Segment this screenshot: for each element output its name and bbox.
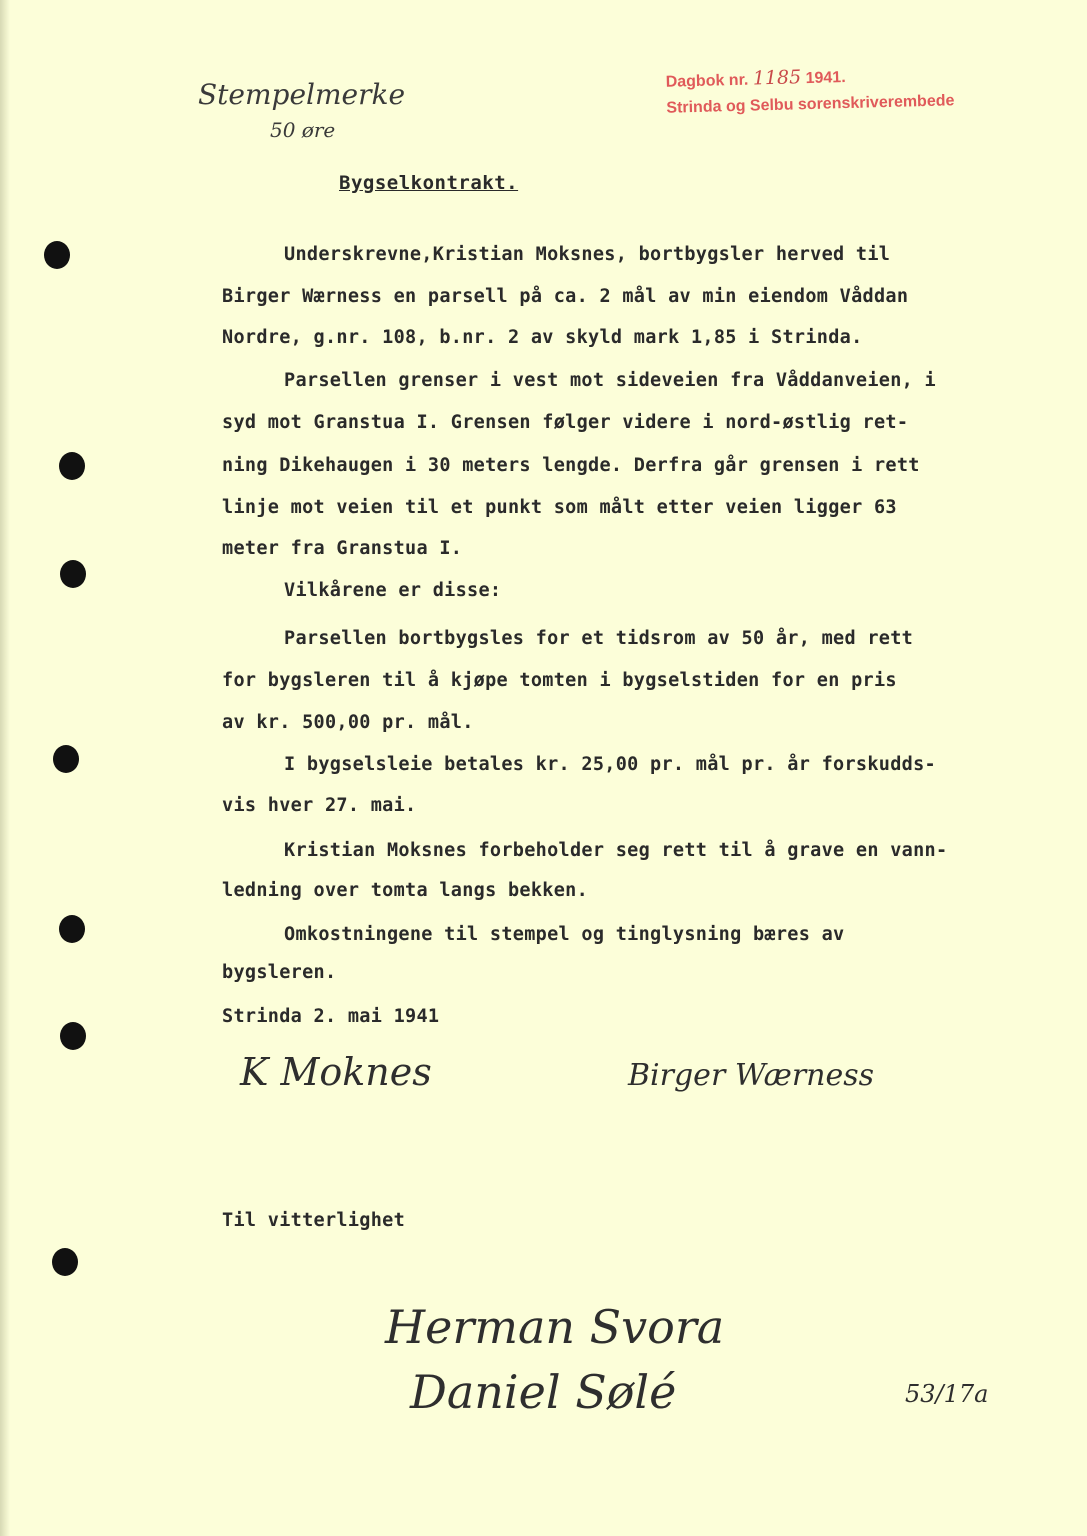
registry-year: 1941.: [805, 69, 846, 88]
registry-stamp: [665, 60, 954, 122]
punch-hole: [60, 1022, 86, 1050]
text-line: Parsellen bortbygsles for et tidsrom av 50 år, med rett: [284, 628, 914, 649]
punch-hole: [52, 1248, 78, 1276]
text-line: Parsellen grenser i vest mot sideveien fra Våddanveien, i: [284, 370, 936, 391]
text-line: bygsleren.: [222, 962, 337, 983]
document-title: Bygselkontrakt.: [339, 172, 519, 194]
stamp-note-word: Stempelmerke: [198, 78, 406, 111]
registry-stamp-prefix: Dagbok nr.: [665, 71, 749, 91]
text-line: Omkostningene til stempel og tinglysning bæres av: [284, 924, 845, 945]
signature-witness-1: Herman Svora: [385, 1300, 725, 1354]
page-edge-shadow: [0, 0, 10, 1536]
text-line: Nordre, g.nr. 108, b.nr. 2 av skyld mark 1,85 i Strinda.: [222, 327, 863, 348]
signature-birger-waerness: Birger Wærness: [628, 1058, 875, 1093]
text-line: ledning over tomta langs bekken.: [222, 880, 589, 901]
text-line: for bygsleren til å kjøpe tomten i bygselstiden for en pris: [222, 670, 897, 691]
text-line: syd mot Granstua I. Grensen følger videre i nord-østlig ret-: [222, 412, 909, 433]
witness-label: Til vitterlighet: [222, 1210, 406, 1231]
signature-witness-2: Daniel Sølé: [410, 1365, 677, 1419]
place-date-line: Strinda 2. mai 1941: [222, 1006, 440, 1027]
punch-hole: [60, 560, 86, 588]
text-line: Birger Wærness en parsell på ca. 2 mål av min eiendom Våddan: [222, 286, 909, 307]
text-line: vis hver 27. mai.: [222, 795, 417, 816]
punch-hole: [59, 452, 85, 480]
text-line: I bygselsleie betales kr. 25,00 pr. mål pr. år forskudds-: [284, 754, 936, 775]
text-line: meter fra Granstua I.: [222, 538, 463, 559]
signature-kristian-moksnes: K Moknes: [240, 1050, 432, 1094]
text-line: Kristian Moksnes forbeholder seg rett til å grave en vann-: [284, 840, 948, 861]
archive-mark: 53/17a: [905, 1380, 989, 1408]
text-line: linje mot veien til et punkt som målt etter veien ligger 63: [222, 497, 897, 518]
punch-hole: [44, 241, 70, 269]
punch-hole: [59, 915, 85, 943]
text-line: ning Dikehaugen i 30 meters lengde. Derfra går grensen i rett: [222, 455, 920, 476]
text-line: Vilkårene er disse:: [284, 580, 502, 601]
punch-hole: [53, 745, 79, 773]
stamp-note-price: 50 øre: [270, 118, 336, 142]
text-line: av kr. 500,00 pr. mål.: [222, 712, 474, 733]
registry-office: Strinda og Selbu sorenskriverembede: [666, 92, 955, 117]
text-line: Underskrevne,Kristian Moksnes, bortbygsler herved til: [284, 244, 891, 265]
diary-number: 1185: [752, 66, 802, 90]
